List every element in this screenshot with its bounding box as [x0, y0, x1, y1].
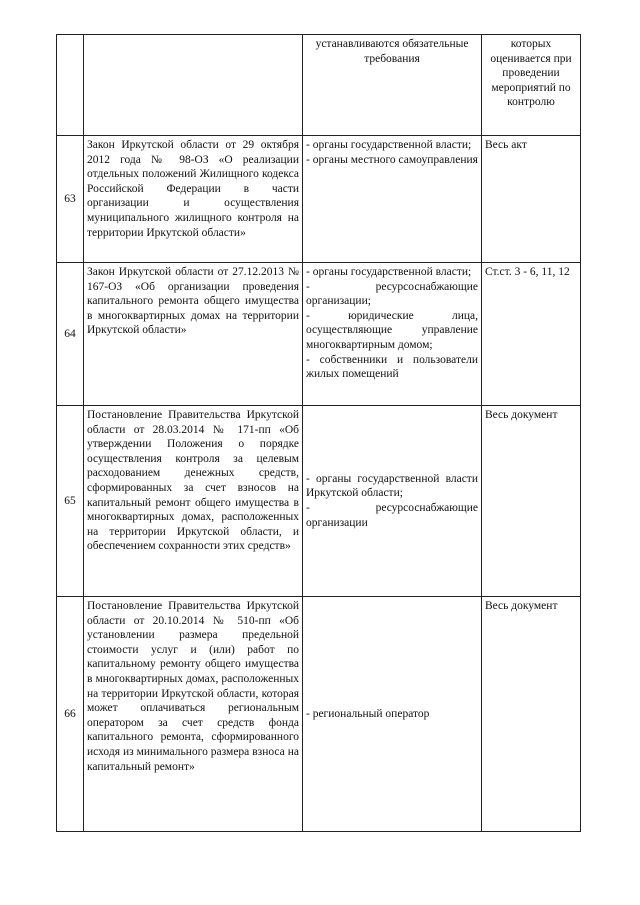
table-row	[57, 406, 581, 597]
header-number-cell	[57, 35, 84, 136]
subject-item: - региональный оператор	[306, 707, 430, 720]
subject-item: - органы местного самоуправления	[306, 153, 478, 166]
control-scope: Весь документ	[482, 597, 581, 832]
row-number: 66	[57, 597, 84, 832]
act-title: Закон Иркутской области от 29 октября 2012 года № 98-ОЗ «О реализации отдельных положений Жилищного кодекса Российской Федерации в части организации и осуществления муниципального жилищного контроля на территории Иркутской области»	[84, 136, 303, 263]
subject-item: - юридические лица, осуществляющие управление многоквартирным домом;	[306, 309, 478, 351]
row-number: 63	[57, 136, 84, 263]
subject-item: - органы государственной власти Иркутской области;	[306, 472, 478, 500]
regulated-subjects	[303, 136, 482, 263]
table-row	[57, 597, 581, 832]
subject-item: - собственники и пользователи жилых помещений	[306, 353, 478, 381]
header-scope-cell: которых оценивается при проведении мероприятий по контролю	[482, 35, 581, 136]
control-scope: Ст.ст. 3 - 6, 11, 12	[482, 263, 581, 406]
header-act-cell	[84, 35, 303, 136]
table-row	[57, 136, 581, 263]
control-scope: Весь акт	[482, 136, 581, 263]
row-number: 65	[57, 406, 84, 597]
legal-acts-table	[56, 34, 581, 832]
act-title: Закон Иркутской области от 27.12.2013 № 167-ОЗ «Об организации проведения капитального ремонта общего имущества в многоквартирных домах на территории Иркутской области»	[84, 263, 303, 406]
subject-item: - ресурсоснабжающие организации	[306, 502, 478, 529]
table-header-row	[57, 35, 581, 136]
subject-item: - органы государственной власти;	[306, 139, 472, 151]
regulated-subjects	[303, 263, 482, 406]
row-number: 64	[57, 263, 84, 406]
act-title: Постановление Правительства Иркутской области от 20.10.2014 № 510-пп «Об установлении размера предельной стоимости услуг и (или) работ по капитальному ремонту общего имущества в многоквартирных домах, расположенных на территории Иркутской области, которая может оплачиваться региональным оператором за счет средств фонда капитального ремонта, сформированного исходя из минимального размера взноса на капитальный ремонт»	[84, 597, 303, 832]
regulated-subjects	[303, 597, 482, 832]
control-scope: Весь документ	[482, 406, 581, 597]
regulated-subjects	[303, 406, 482, 597]
act-title: Постановление Правительства Иркутской области от 28.03.2014 № 171-пп «Об утверждении Положения о порядке осуществления контроля за целевым расходованием денежных средств, сформированных за счет взносов на капитальный ремонт общего имущества в многоквартирных домах, расположенных на территории Иркутской области, и обеспечением сохранности этих средств»	[84, 406, 303, 597]
subject-item: - органы государственной власти;	[306, 266, 472, 278]
subject-item: - ресурсоснабжающие организации;	[306, 280, 478, 308]
header-subjects-cell: устанавливаются обязательные требования	[303, 35, 482, 136]
table-row	[57, 263, 581, 406]
